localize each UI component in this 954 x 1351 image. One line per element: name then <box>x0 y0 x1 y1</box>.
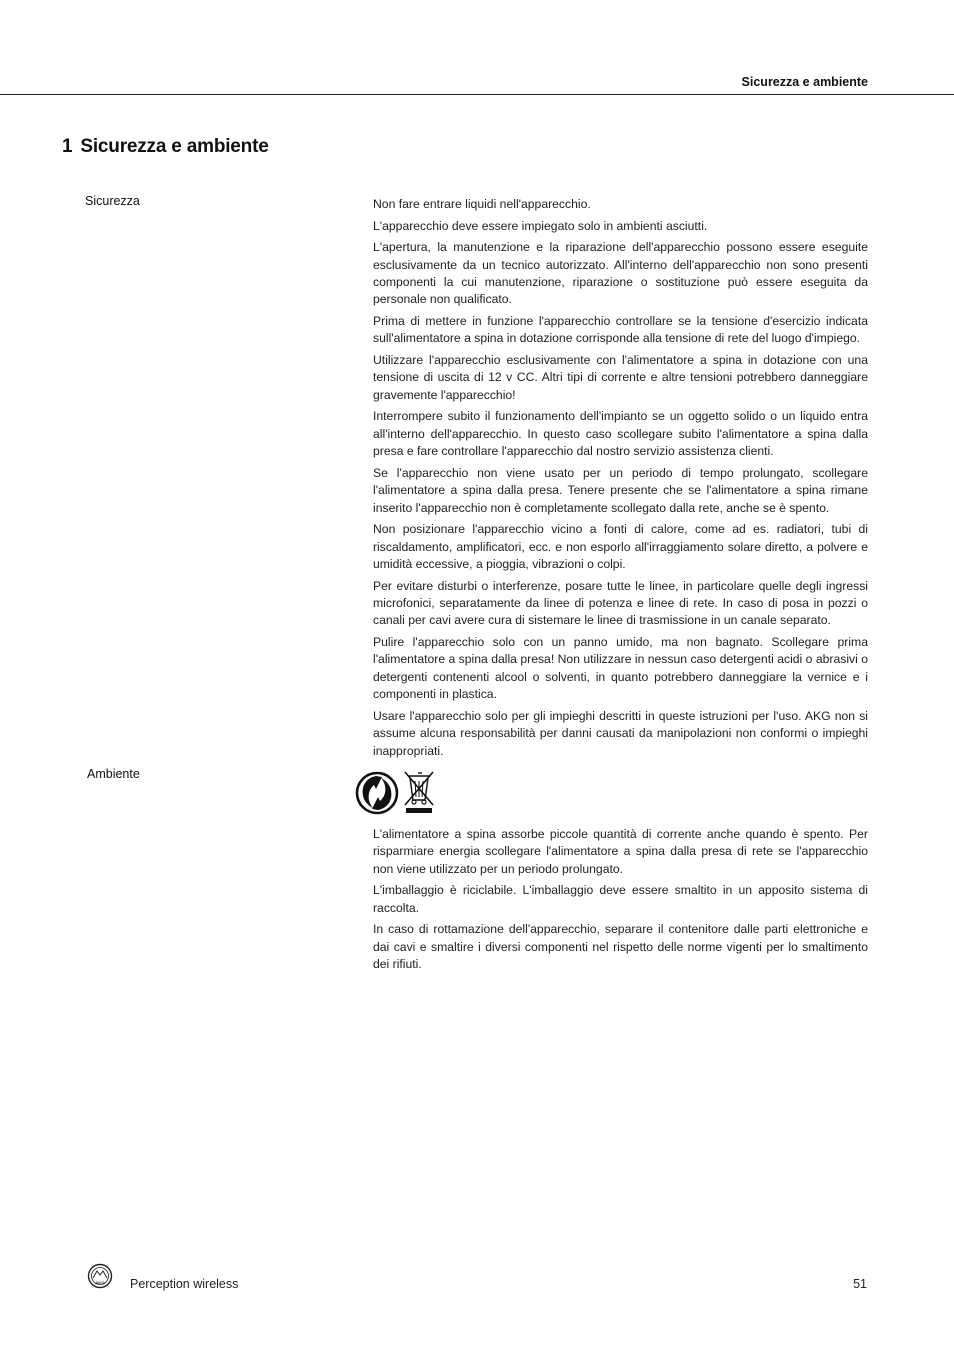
paragraph: L'apparecchio deve essere impiegato solo in ambienti asciutti. <box>373 218 708 233</box>
paragraph: Pulire l'apparecchio solo con un panno umido, ma non bagnato. Scollegare prima l'alimentatore a spina dalla presa! Non utilizzare in nessun caso detergenti acidi o abrasivi o detergenti contenenti alcool o solventi, in quanto potrebbero danneggiare la vernice e i componenti in plastica. <box>373 635 868 702</box>
environment-icons <box>355 770 445 816</box>
running-header: Sicurezza e ambiente <box>741 75 868 89</box>
paragraph: L'alimentatore a spina assorbe piccole quantità di corrente anche quando è spento. Per risparmiare energia scollegare l'alimentatore a spina dalla presa di rete se l'apparecchio non viene utilizzato per un periodo prolungato. <box>373 827 868 876</box>
page-number: 51 <box>853 1277 867 1291</box>
paragraph: Non posizionare l'apparecchio vicino a fonti di calore, come ad es. radiatori, tubi di riscaldamento, amplificatori, ecc. e non esporlo all'irraggiamento solare diretto, a polvere e umidità eccessive, a pioggia, vibrazioni o colpi. <box>373 522 868 572</box>
chapter-number: 1 <box>62 136 73 157</box>
chapter-title <box>62 136 269 158</box>
paragraph: L'apertura, la manutenzione e la riparazione dell'apparecchio possono essere eseguite esclusivamente da un tecnico autorizzato. All'interno dell'apparecchio non sono presenti componenti la cui manutenzione, riparazione o sostituzione può essere eseguita da personale non qualificato. <box>373 240 868 307</box>
section-label-safety: Sicurezza <box>85 194 140 208</box>
paragraph: In caso di rottamazione dell'apparecchio, separare il contenitore dalle parti elettroniche e dai cavi e smaltire i diversi componenti nel rispetto delle norme vigenti per lo smaltimento dei rifiuti. <box>373 922 868 972</box>
footer-product: Perception wireless <box>130 1277 239 1291</box>
paragraph: Non fare entrare liquidi nell'apparecchio. <box>373 197 591 211</box>
paragraph: Interrompere subito il funzionamento dell'impianto se un oggetto solido o un liquido entra all'interno dell'apparecchio. In questo caso scollegare subito l'alimentatore a spina dalla presa e fare controllare l'apparecchio dal nostro servizio assistenza clienti. <box>373 409 868 459</box>
paragraph: Per evitare disturbi o interferenze, posare tutte le linee, in particolare quelle degli ingressi microfonici, separatamente da linee di potenza e linee di rete. In caso di posa in pozzi o canali per cavi avere cura di sistemare le linee di trasmissione in un canale separato. <box>373 578 868 628</box>
paragraph: Se l'apparecchio non viene usato per un periodo di tempo prolungato, scollegare l'alimentatore a spina dalla presa. Tenere presente che se l'alimentatore a spina rimane inserito l'apparecchio non è completamente scollegato dalla rete, anche se è spento. <box>373 465 868 515</box>
paragraph: Usare l'apparecchio solo per gli impieghi descritti in queste istruzioni per l'uso. AKG non si assume alcuna responsabilità per danni causati da manipolazioni non conformi o impieghi inappropriati. <box>373 708 868 758</box>
crossed-out-wheelie-bin-icon <box>405 772 433 813</box>
akg-logo-text: AKG <box>95 1280 105 1286</box>
safety-body <box>373 196 868 764</box>
paragraph: L'imballaggio è riciclabile. L'imballaggio deve essere smaltito in un apposito sistema di raccolta. <box>373 883 868 915</box>
environment-body <box>373 826 868 978</box>
chapter-title-text: Sicurezza e ambiente <box>80 136 269 157</box>
paragraph: Utilizzare l'apparecchio esclusivamente con l'alimentatore a spina in dotazione con una tensione di uscita di 12 v CC. Altri tipi di corrente e altre tensioni potrebbero danneggiare gravemente l'apparecchio! <box>373 353 868 402</box>
akg-logo <box>87 1263 113 1289</box>
section-label-environment: Ambiente <box>87 767 140 781</box>
header-rule <box>0 94 954 95</box>
green-dot-recycling-icon <box>357 773 397 813</box>
paragraph: Prima di mettere in funzione l'apparecchio controllare se la tensione d'esercizio indicata sull'alimentatore a spina in dotazione corrisponde alla tensione di rete del luogo d'impiego. <box>373 314 868 346</box>
